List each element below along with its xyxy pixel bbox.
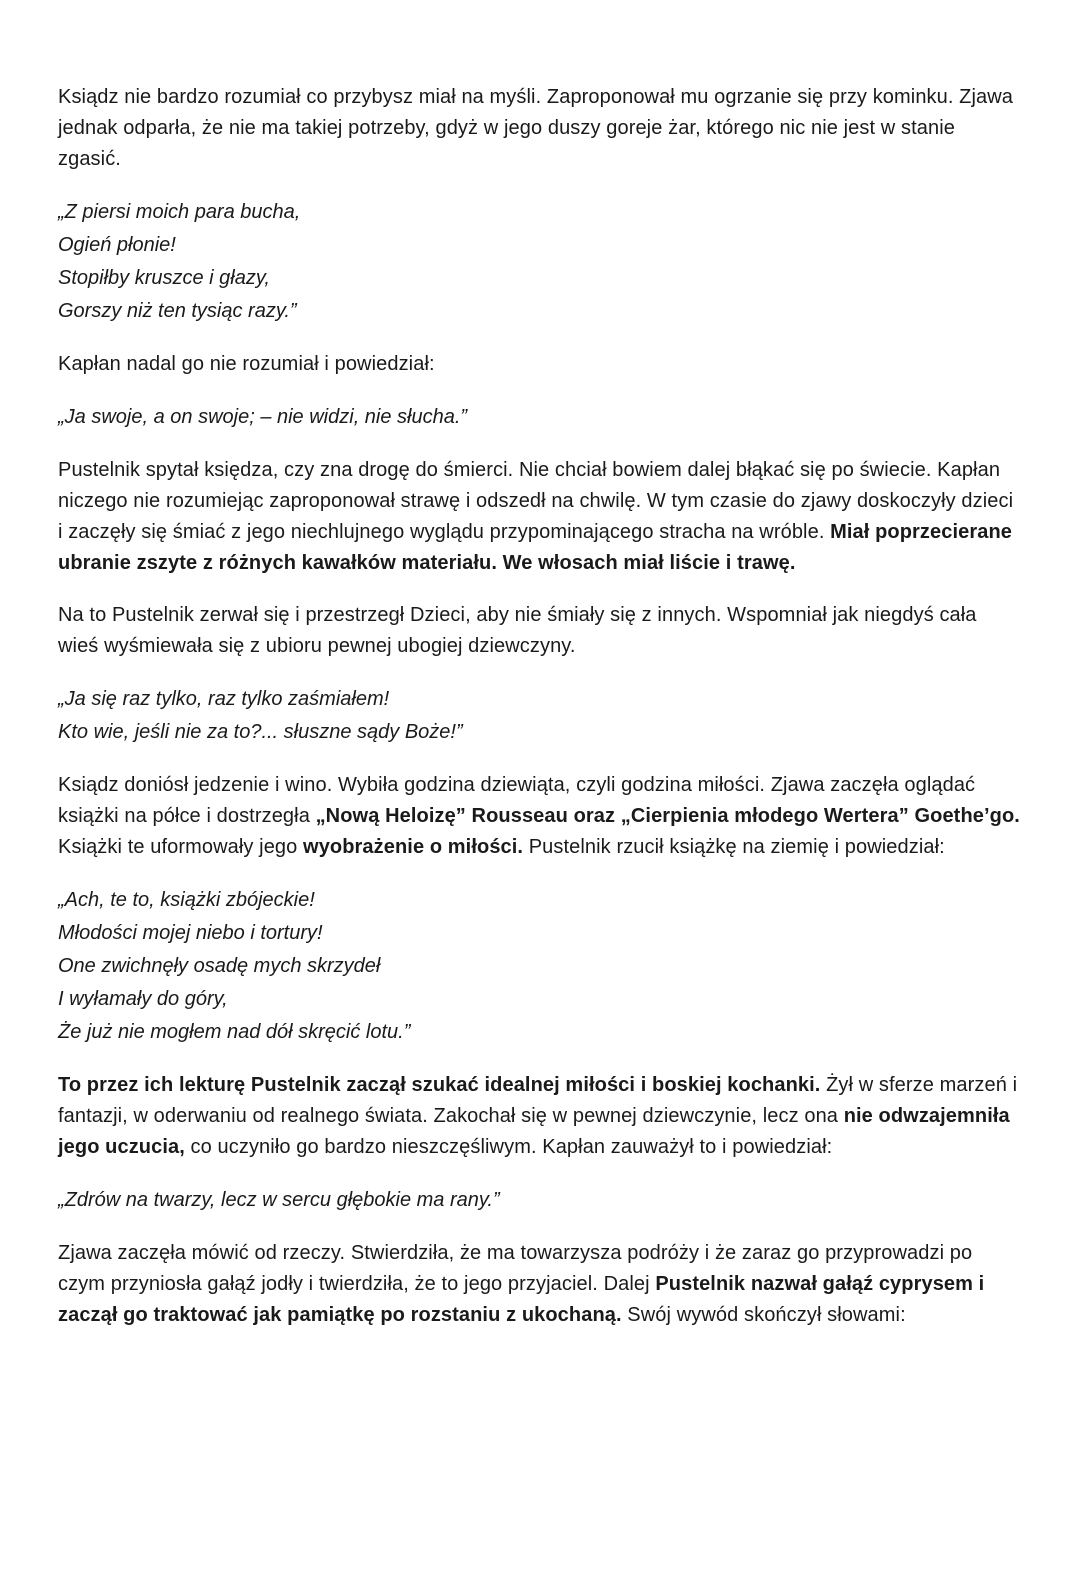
body-text: Żył w sferze marzeń i fantazji, w oderwaniu od realnego świata. Zakochał się w pewnej dziewczynie, lecz ona [58,1074,1018,1127]
verse-line: Gorszy niż ten tysiąc razy.” [58,300,297,322]
paragraph [58,600,1022,662]
verse-line: Że już nie mogłem nad dół skręcić lotu.” [58,1021,411,1043]
body-text: Książki te uformowały jego [58,836,304,858]
body-text: Na to Pustelnik zerwał się i przestrzegł Dzieci, aby nie śmiały się z innych. Wspomniał jak niegdyś cała wieś wyśmiewała się z ubioru pewnej ubogiej dziewczyny. [58,604,977,657]
paragraph [58,82,1022,175]
verse-line: „Zdrów na twarzy, lecz w sercu głębokie ma rany.” [58,1189,500,1211]
verse-quote [58,401,1022,434]
body-text: Swój wywód skończył słowami: [621,1304,906,1326]
body-text: Ksiądz nie bardzo rozumiał co przybysz miał na myśli. Zaproponował mu ogrzanie się przy kominku. Zjawa jednak odparła, że nie ma takiej potrzeby, gdyż w jego duszy goreje żar, którego nic nie jest w stanie zgasić. [58,86,1014,170]
verse-line: One zwichnęły osadę mych skrzydeł [58,955,381,977]
paragraph [58,1070,1022,1163]
verse-quote [58,1184,1022,1217]
body-text: Pustelnik rzucił książkę na ziemię i powiedział: [523,836,945,858]
verse-quote [58,196,1022,328]
verse-line: I wyłamały do góry, [58,988,228,1010]
bold-text: To przez ich lekturę Pustelnik zaczął szukać idealnej miłości i boskiej kochanki. [58,1074,821,1096]
verse-line: „Ja swoje, a on swoje; – nie widzi, nie słucha.” [58,406,468,428]
verse-line: Młodości mojej niebo i tortury! [58,922,323,944]
body-text: Ksiądz doniósł jedzenie i wino. Wybiła godzina dziewiąta, czyli godzina miłości. Zjawa zaczęła oglądać książki na półce i dostrzegła [58,774,976,827]
verse-line: „Z piersi moich para bucha, [58,201,301,223]
paragraph [58,1238,1022,1331]
body-text: co uczyniło go bardzo nieszczęśliwym. Kapłan zauważył to i powiedział: [184,1136,833,1158]
body-text: Pustelnik spytał księdza, czy zna drogę do śmierci. Nie chciał bowiem dalej błąkać się po świecie. Kapłan niczego nie rozumiejąc zaproponował strawę i odszedł na chwilę. W tym czasie do zjawy doskoczyły dzieci i zaczęły się śmiać z jego niechlujnego wyglądu przypominającego stracha na wróble. [58,459,1014,543]
body-text: Zjawa zaczęła mówić od rzeczy. Stwierdziła, że ma towarzysza podróży i że zaraz go przyprowadzi po czym przyniosła gałąź jodły i twierdziła, że to jego przyjaciel. Dalej [58,1242,973,1295]
verse-line: Ogień płonie! [58,234,176,256]
bold-text: „Nową Heloizę” Rousseau oraz „Cierpienia młodego Wertera” Goethe’go. [315,805,1020,827]
paragraph [58,455,1022,579]
verse-line: „Ach, te to, książki zbójeckie! [58,889,315,911]
bold-text: wyobrażenie o miłości. [303,836,524,858]
bold-text: Pustelnik nazwał gałąź cyprysem i zaczął go traktować jak pamiątkę po rozstaniu z ukochaną. [58,1273,985,1326]
bold-text: nie odwzajemniła jego uczucia, [58,1105,1010,1158]
verse-quote [58,884,1022,1049]
paragraph [58,770,1022,863]
body-text: Kapłan nadal go nie rozumiał i powiedział: [58,353,435,375]
verse-quote [58,683,1022,749]
paragraph [58,349,1022,380]
verse-line: „Ja się raz tylko, raz tylko zaśmiałem! [58,688,390,710]
bold-text: Miał poprzecierane ubranie zszyte z różnych kawałków materiału. We włosach miał liście i trawę. [58,521,1012,574]
verse-line: Kto wie, jeśli nie za to?... słuszne sądy Boże!” [58,721,463,743]
verse-line: Stopiłby kruszce i głazy, [58,267,270,289]
